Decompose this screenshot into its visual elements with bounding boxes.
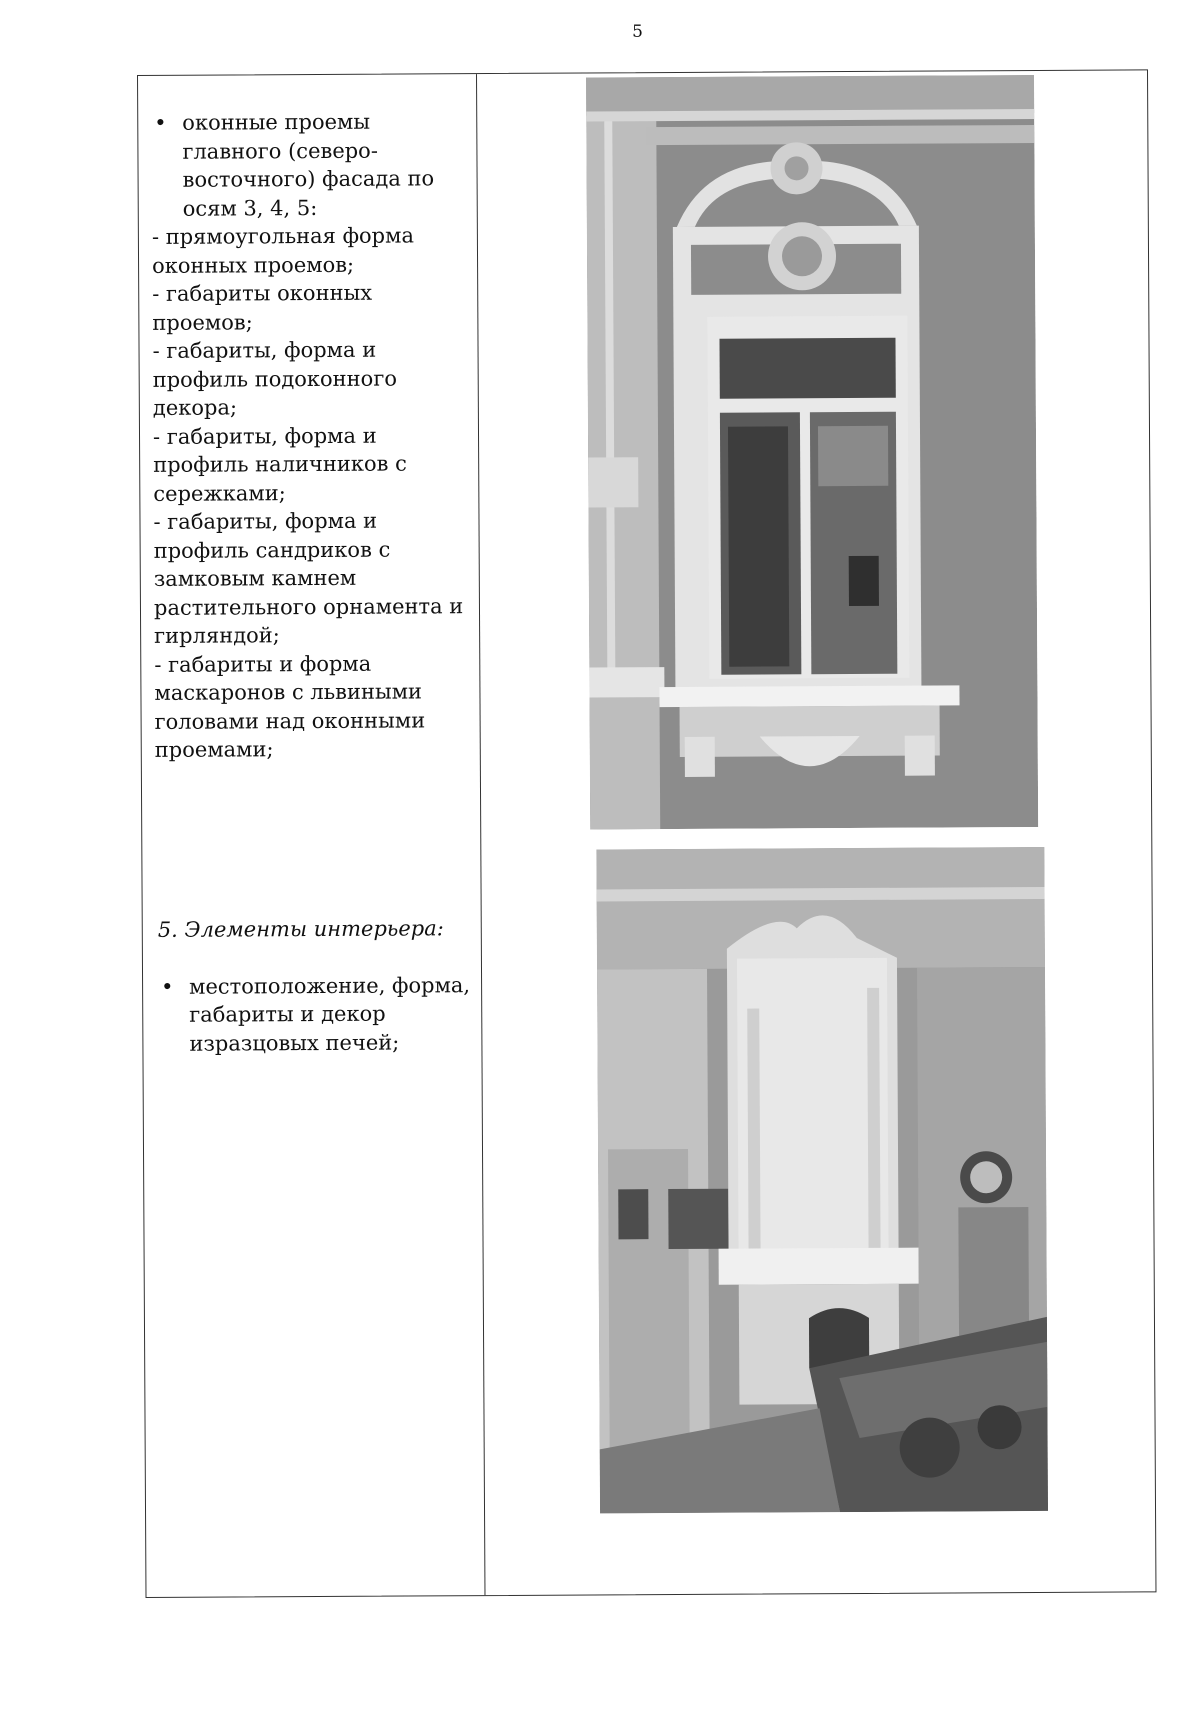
- section-heading: 5. Элементы интерьера:: [157, 916, 444, 942]
- detail-item: - габариты, форма и профиль сандриков с замковым камнем растительного орнамента и гирляндой;: [153, 508, 464, 648]
- tiled-stove-interior-photo-icon: [596, 847, 1048, 1513]
- list-item: [158, 971, 480, 1058]
- interior-elements-block: [158, 914, 481, 1058]
- window-openings-block: [151, 107, 477, 764]
- bullet-icon: •: [154, 110, 167, 135]
- bullet-text: оконные проемы главного (северо-восточного) фасада по осям 3, 4, 5:: [182, 109, 435, 221]
- list-item: [151, 107, 474, 223]
- detail-item: - габариты, форма и профиль наличников с сережками;: [152, 423, 407, 506]
- bullet-icon: •: [161, 974, 174, 999]
- bullet-text: местоположение, форма, габариты и декор изразцовых печей;: [189, 972, 471, 1056]
- table-frame: [137, 69, 1156, 1598]
- column-divider: [476, 74, 485, 1595]
- detail-item: - габариты оконных проемов;: [152, 280, 373, 335]
- detail-item: - прямоугольная форма оконных проемов;: [151, 223, 414, 278]
- window-facade-photo-icon: [586, 75, 1038, 829]
- page-number: 5: [632, 22, 643, 42]
- detail-item: - габариты, форма и профиль подоконного декора;: [152, 337, 397, 420]
- detail-item: - габариты и форма маскаронов с львиными головами над оконными проемами;: [154, 651, 426, 762]
